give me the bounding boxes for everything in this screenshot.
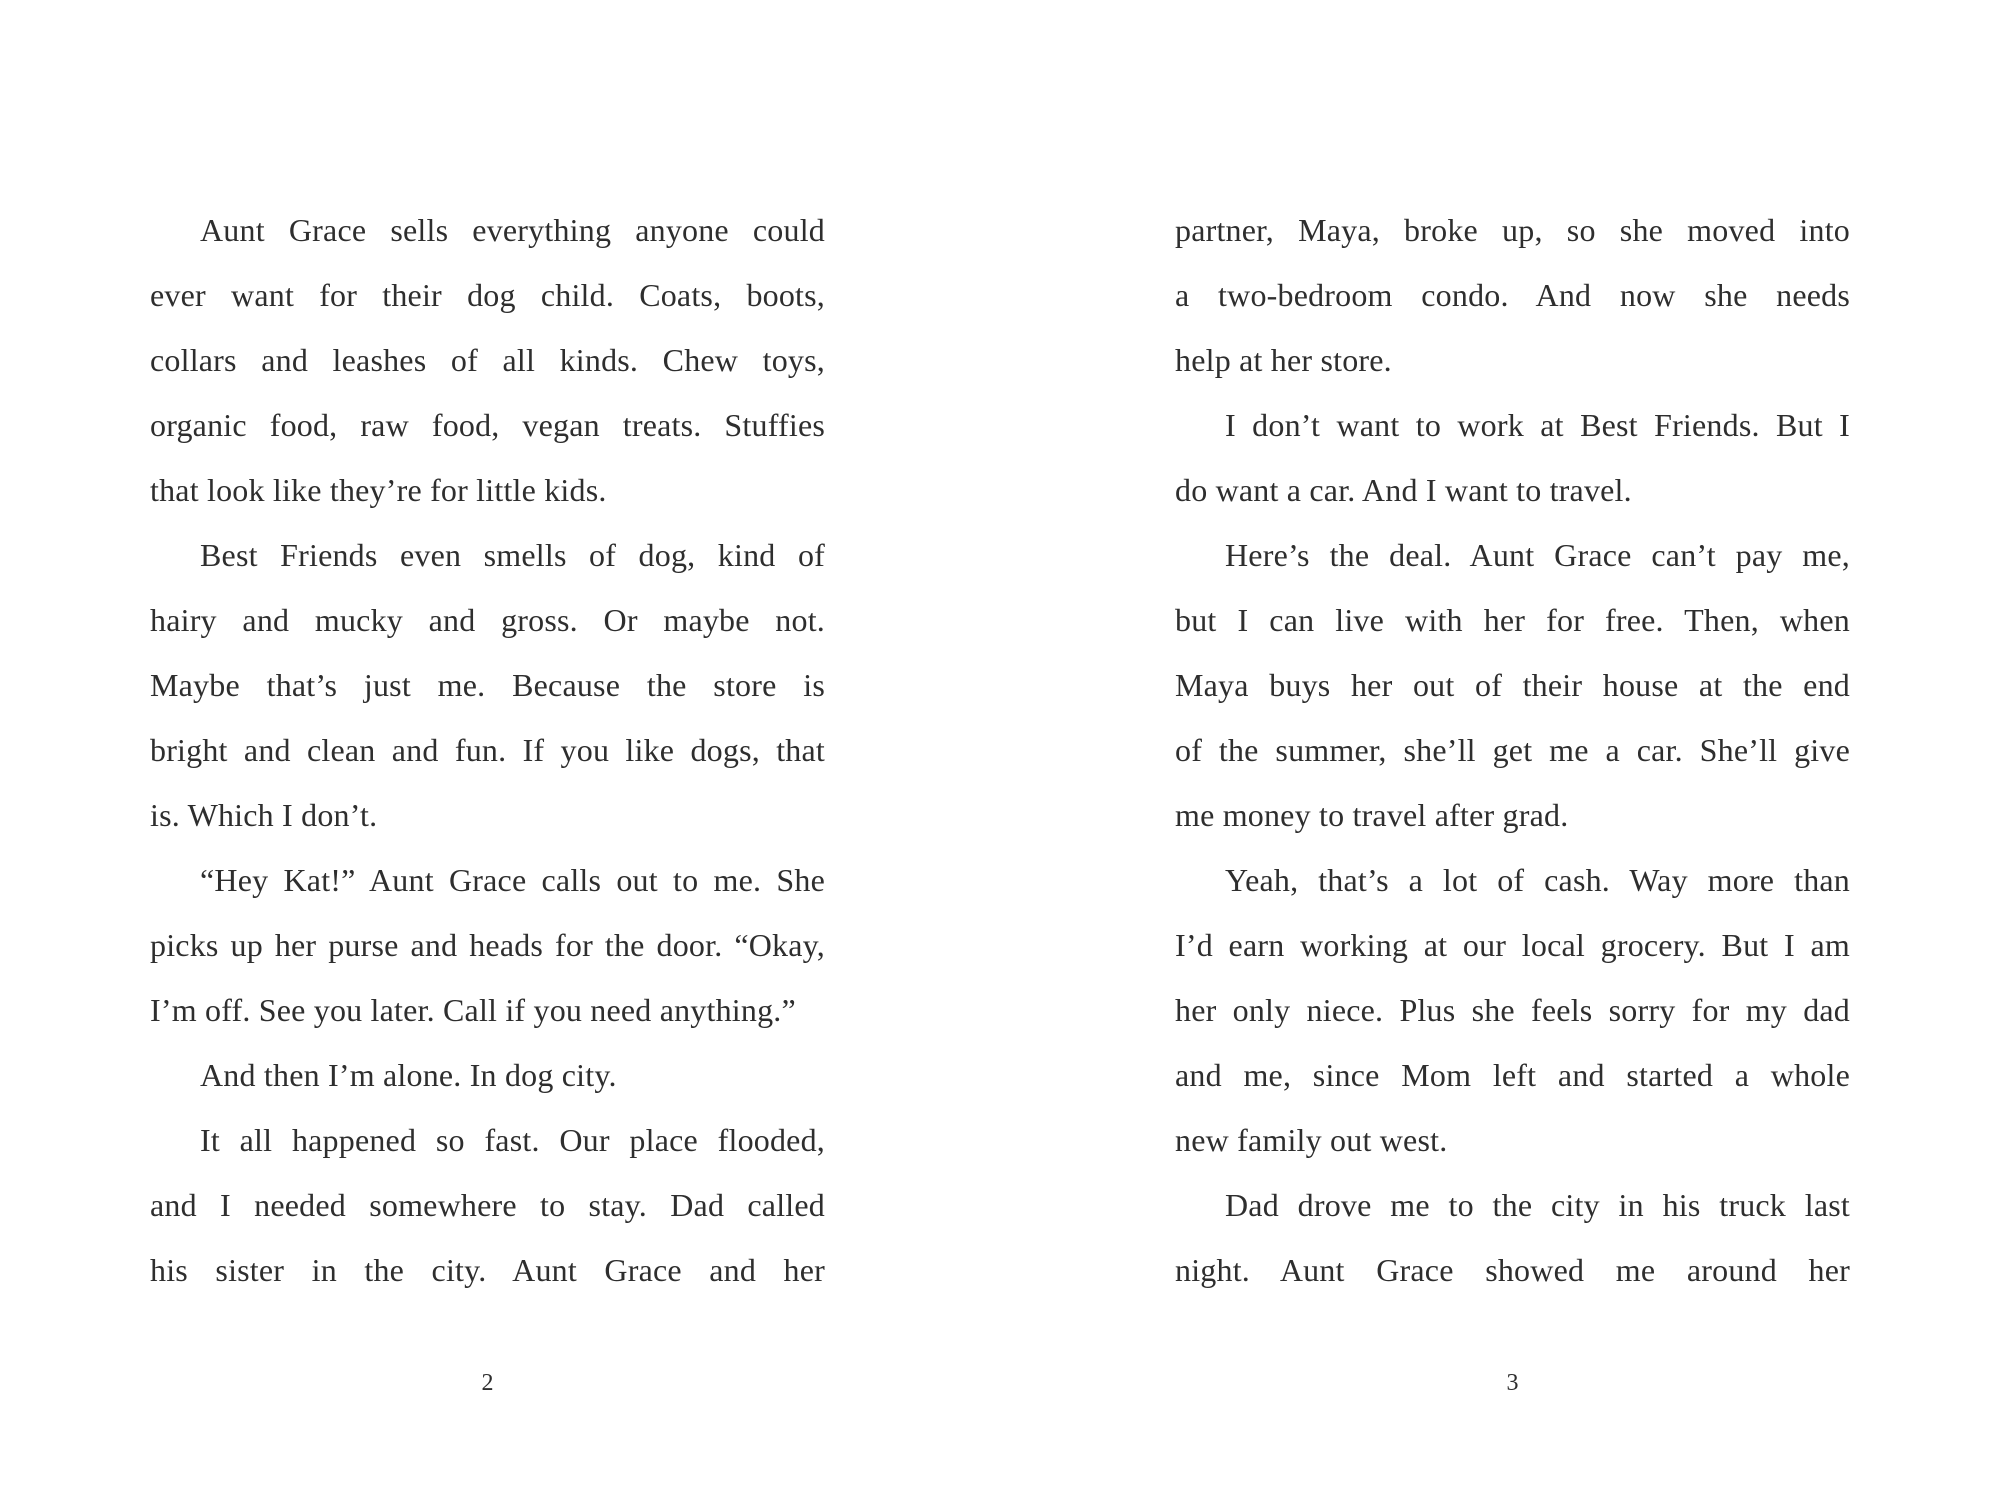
text-line: picks up her purse and heads for the door. “Okay, — [150, 927, 825, 963]
text-line: his sister in the city. Aunt Grace and her — [150, 1252, 825, 1288]
text-line: do want a car. And I want to travel. — [1175, 472, 1632, 508]
text-line: partner, Maya, broke up, so she moved into — [1175, 212, 1850, 248]
text-line: hairy and mucky and gross. Or maybe not. — [150, 602, 825, 638]
text-line: of the summer, she’ll get me a car. She’ll give — [1175, 732, 1850, 768]
text-line: I’m off. See you later. Call if you need anything.” — [150, 992, 796, 1028]
text-line: It all happened so fast. Our place flooded, — [200, 1122, 825, 1158]
text-line: And then I’m alone. In dog city. — [200, 1057, 617, 1093]
text-line: but I can live with her for free. Then, when — [1175, 602, 1850, 638]
text-line: a two-bedroom condo. And now she needs — [1175, 277, 1850, 313]
page-right-page-number: 3 — [1506, 1370, 1519, 1396]
page-right — [1175, 0, 1850, 1500]
text-line: and I needed somewhere to stay. Dad called — [150, 1187, 825, 1223]
text-line: Dad drove me to the city in his truck last — [1225, 1187, 1850, 1223]
text-line: “Hey Kat!” Aunt Grace calls out to me. She — [200, 862, 825, 898]
text-line: and me, since Mom left and started a whole — [1175, 1057, 1850, 1093]
text-line: help at her store. — [1175, 342, 1392, 378]
text-line: I don’t want to work at Best Friends. But I — [1225, 407, 1850, 443]
page-left — [150, 0, 825, 1500]
text-line: her only niece. Plus she feels sorry for my dad — [1175, 992, 1850, 1028]
text-line: Maya buys her out of their house at the end — [1175, 667, 1850, 703]
text-line: collars and leashes of all kinds. Chew toys, — [150, 342, 825, 378]
text-line: new family out west. — [1175, 1122, 1448, 1158]
text-line: night. Aunt Grace showed me around her — [1175, 1252, 1850, 1288]
text-line: ever want for their dog child. Coats, boots, — [150, 277, 825, 313]
text-line: organic food, raw food, vegan treats. Stuffies — [150, 407, 825, 443]
text-line: Maybe that’s just me. Because the store is — [150, 667, 825, 703]
text-line: Here’s the deal. Aunt Grace can’t pay me, — [1225, 537, 1850, 573]
text-line: that look like they’re for little kids. — [150, 472, 607, 508]
page-left-text-block — [150, 198, 825, 1303]
text-line: me money to travel after grad. — [1175, 797, 1569, 833]
text-line: is. Which I don’t. — [150, 797, 378, 833]
page-left-page-number: 2 — [481, 1370, 494, 1396]
page-right-text-block — [1175, 198, 1850, 1303]
text-line: Yeah, that’s a lot of cash. Way more than — [1225, 862, 1850, 898]
text-line: Best Friends even smells of dog, kind of — [200, 537, 825, 573]
text-line: I’d earn working at our local grocery. But I am — [1175, 927, 1850, 963]
text-line: bright and clean and fun. If you like dogs, that — [150, 732, 825, 768]
text-line: Aunt Grace sells everything anyone could — [200, 212, 825, 248]
